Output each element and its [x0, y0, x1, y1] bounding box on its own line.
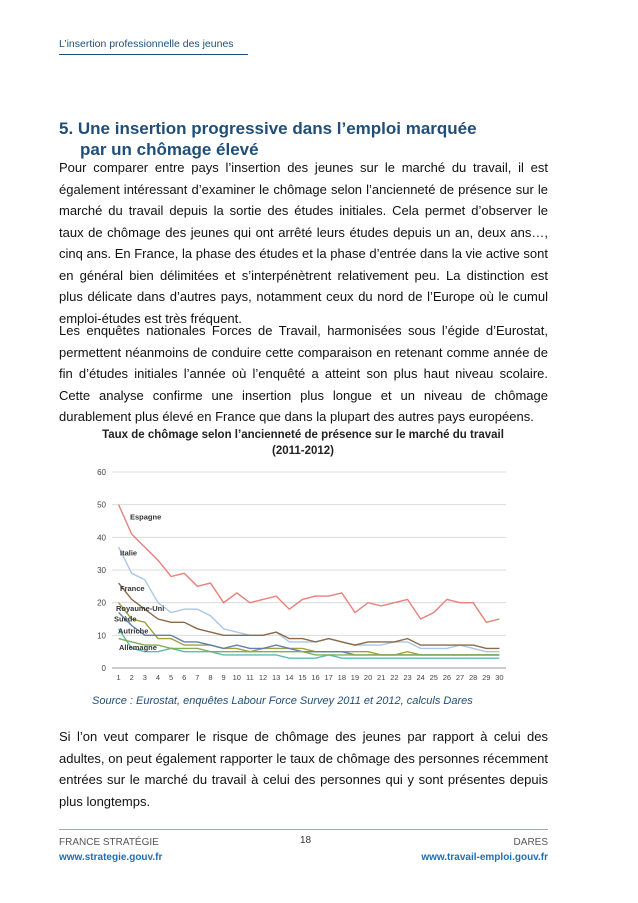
series-line-espagne — [119, 505, 500, 623]
x-tick-label: 13 — [271, 673, 281, 682]
paragraph-conclusion: Si l’on veut comparer le risque de chômage des jeunes par rapport à celui des adultes, on peut également rapporter le taux de chômage des personnes récemment entrées sur le marché du travail à celui des personnes qui y sont présentes depuis plus longtemps. — [59, 729, 548, 809]
series-label-allemagne: Allemagne — [119, 643, 157, 653]
section-heading — [59, 118, 559, 160]
y-tick-label: 0 — [101, 664, 106, 673]
running-header: L’insertion professionnelle des jeunes — [59, 38, 234, 50]
x-tick-label: 18 — [337, 673, 347, 682]
chart-title — [90, 427, 516, 459]
section-heading-line1: 5. Une insertion progressive dans l’emploi marquée — [59, 119, 477, 138]
paragraph-intro: Pour comparer entre pays l’insertion des jeunes sur le marché du travail, il est également intéressant d’examiner le chômage selon l’ancienneté de présence sur le marché du travail depuis la sortie des études initiales. Cela permet d’observer le taux de chômage des jeunes qui ont arrêté leurs études depuis un an, deux ans…, cinq ans. En France, la phase des études et la phase d’entrée dans la vie active sont en général bien délimitées et s’interpénètrent relativement peu. La distinction est plus délicate dans d’autres pays, notamment ceux du nord de l’Europe où le cumul emploi-études est très fréquent. — [59, 160, 548, 326]
x-tick-label: 19 — [350, 673, 360, 682]
x-tick-label: 24 — [416, 673, 425, 682]
x-tick-label: 9 — [221, 673, 226, 682]
paragraph-method: Les enquêtes nationales Forces de Travail, harmonisées sous l’égide d’Eurostat, permettent néanmoins de conduire cette comparaison en retenant comme année de fin d’études initiales l’année où l’enquêté a atteint son plus haut niveau scolaire. Cette analyse confirme une insertion plus longue et un niveau de chômage durablement plus élevé en France que dans la plupart des autres pays européens. — [59, 323, 548, 424]
x-tick-label: 10 — [232, 673, 241, 682]
series-line-italie — [119, 547, 500, 652]
y-tick-label: 10 — [97, 631, 106, 641]
footer-right — [421, 835, 548, 865]
x-tick-label: 15 — [298, 673, 307, 682]
footer-left — [59, 835, 162, 865]
x-tick-label: 7 — [195, 673, 200, 682]
x-tick-label: 28 — [468, 673, 478, 682]
series-label-italie: Italie — [120, 548, 138, 558]
series-label-espagne: Espagne — [130, 512, 162, 522]
y-tick-label: 60 — [97, 468, 106, 477]
x-tick-label: 1 — [116, 673, 121, 682]
footer-org-right: DARES — [513, 837, 548, 848]
x-tick-label: 3 — [142, 673, 147, 682]
x-tick-label: 25 — [429, 673, 438, 682]
y-tick-label: 20 — [97, 598, 106, 608]
series-line-france — [119, 583, 500, 648]
x-tick-label: 8 — [208, 673, 213, 682]
x-tick-label: 17 — [324, 673, 333, 682]
x-tick-label: 12 — [258, 673, 268, 682]
x-tick-label: 26 — [442, 673, 452, 682]
chart-title-line2: (2011-2012) — [271, 445, 335, 457]
x-tick-label: 27 — [455, 673, 465, 682]
page-number: 18 — [300, 835, 312, 846]
section-heading-line2: par un chômage élevé — [80, 140, 259, 159]
x-tick-label: 11 — [246, 673, 254, 682]
x-tick-label: 16 — [311, 673, 320, 682]
x-tick-label: 14 — [285, 673, 294, 682]
x-tick-label: 23 — [403, 673, 412, 682]
y-tick-label: 30 — [97, 566, 106, 575]
series-label-royaume-uni: Royaume-Uni — [116, 603, 165, 613]
x-tick-label: 20 — [363, 673, 373, 682]
series-line-royaume-uni — [119, 603, 500, 655]
unemployment-line-chart — [84, 462, 524, 684]
series-label-france: France — [120, 584, 145, 594]
x-tick-label: 29 — [482, 673, 491, 682]
footer-org-left: FRANCE STRATÉGIE — [59, 837, 159, 848]
footer-link-travail[interactable]: www.travail-emploi.gouv.fr — [421, 852, 548, 863]
series-label-su-de: Suède — [114, 614, 137, 624]
y-tick-label: 40 — [97, 533, 106, 543]
y-tick-label: 50 — [97, 500, 106, 510]
footer-divider — [59, 829, 548, 830]
x-tick-label: 5 — [169, 673, 174, 682]
x-tick-label: 2 — [129, 673, 134, 682]
x-tick-label: 4 — [155, 673, 161, 682]
chart-source: Source : Eurostat, enquêtes Labour Force Survey 2011 et 2012, calculs Dares — [92, 695, 473, 707]
x-tick-label: 22 — [390, 673, 399, 682]
x-tick-label: 6 — [182, 673, 187, 682]
series-label-autriche: Autriche — [118, 626, 149, 636]
x-tick-label: 30 — [495, 673, 504, 682]
header-divider — [59, 54, 248, 55]
footer-link-strategie[interactable]: www.strategie.gouv.fr — [59, 852, 163, 863]
x-tick-label: 21 — [377, 673, 386, 682]
chart-title-line1: Taux de chômage selon l’ancienneté de présence sur le marché du travail — [102, 429, 504, 441]
